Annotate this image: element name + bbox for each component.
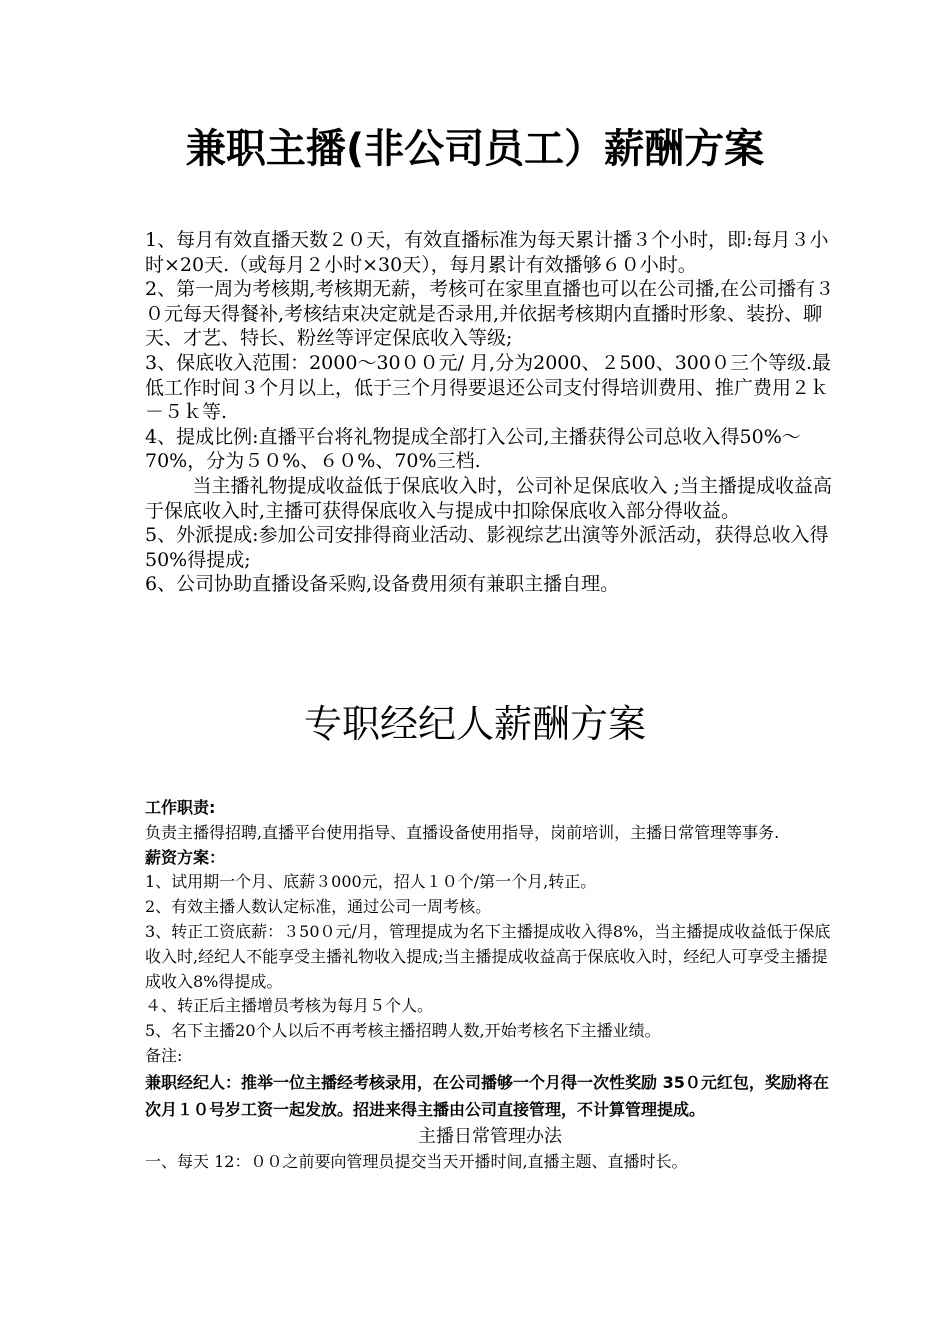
rule-item: 3、保底收入范围：2000～30００元/ 月,分为2000、２500、300０三个等级.最低工作时间３个月以上，低于三个月得要退还公司支付得培训费用、推广费用２ｋ－５ｋ等. bbox=[145, 351, 832, 424]
agent-section bbox=[145, 796, 835, 1175]
salary-item: 3、转正工资底薪：３50０元/月，管理提成为名下主播提成收入得8%，当主播提成收益低于保底收入时,经纪人不能享受主播礼物收入提成;当主播提成收益高于保底收入时，经纪人可享受主播提成收入8%得提成。 bbox=[145, 921, 831, 991]
rule-item: 6、公司协助直播设备采购,设备费用须有兼职主播自理。 bbox=[145, 573, 620, 596]
duties-text: 负责主播得招聘,直播平台使用指导、直播设备使用指导，岗前培训，主播日常管理等事务. bbox=[145, 822, 780, 842]
rule-item: 2、第一周为考核期,考核期无薪，考核可在家里直播也可以在公司播,在公司播有３０元每天得餐补,考核结束决定就是否录用,并依据考核期内直播时形象、装扮、聊天、才艺、特长、粉丝等评定保底收入等级; bbox=[145, 278, 835, 350]
main-title: 兼职主播(非公司员工）薪酬方案 bbox=[185, 126, 765, 172]
salary-heading: 薪资方案： bbox=[145, 847, 226, 867]
second-title: 专职经纪人薪酬方案 bbox=[303, 702, 646, 746]
third-title: 主播日常管理办法 bbox=[418, 1125, 562, 1147]
rule-item-indented: 当主播礼物提成收益低于保底收入时，公司补足保底收入 ;当主播提成收益高于保底收入时,主播可获得保底收入与提成中扣除保底收入部分得收益。 bbox=[145, 474, 832, 522]
rule-item: 1、每月有效直播天数２０天，有效直播标准为每天累计播３个小时，即:每月３小时×20天.（或每月２小时×30天），每月累计有效播够６０小时。 bbox=[145, 229, 829, 276]
part-time-anchor-section bbox=[145, 228, 835, 597]
rule-item: 5、外派提成:参加公司安排得商业活动、影视综艺出演等外派活动，获得总收入得50%得提成; bbox=[145, 524, 829, 571]
duties-heading: 工作职责: bbox=[145, 798, 216, 817]
salary-item: 1、试用期一个月、底薪３000元，招人１０个/第一个月,转正。 bbox=[145, 872, 597, 892]
salary-item: 2、有效主播人数认定标准，通过公司一周考核。 bbox=[145, 897, 492, 917]
note-label: 备注: bbox=[145, 1045, 183, 1065]
salary-item: 5、名下主播20个人以后不再考核主播招聘人数,开始考核名下主播业绩。 bbox=[145, 1021, 661, 1041]
note-bold-paragraph: 兼职经纪人：推举一位主播经考核录用，在公司播够一个月得一次性奖励 35０元红包，奖励将在次月１０号岁工资一起发放。招进来得主播由公司直接管理，不计算管理提成。 bbox=[145, 1072, 829, 1120]
rule-item: 4、提成比例:直播平台将礼物提成全部打入公司,主播获得公司总收入得50%～70%，分为５０%、６０%、70%三档. bbox=[145, 425, 801, 473]
daily-rule: 一、每天 12：００之前要向管理员提交当天开播时间,直播主题、直播时长。 bbox=[145, 1151, 688, 1171]
salary-item: ４、转正后主播增员考核为每月５个人。 bbox=[145, 996, 434, 1016]
